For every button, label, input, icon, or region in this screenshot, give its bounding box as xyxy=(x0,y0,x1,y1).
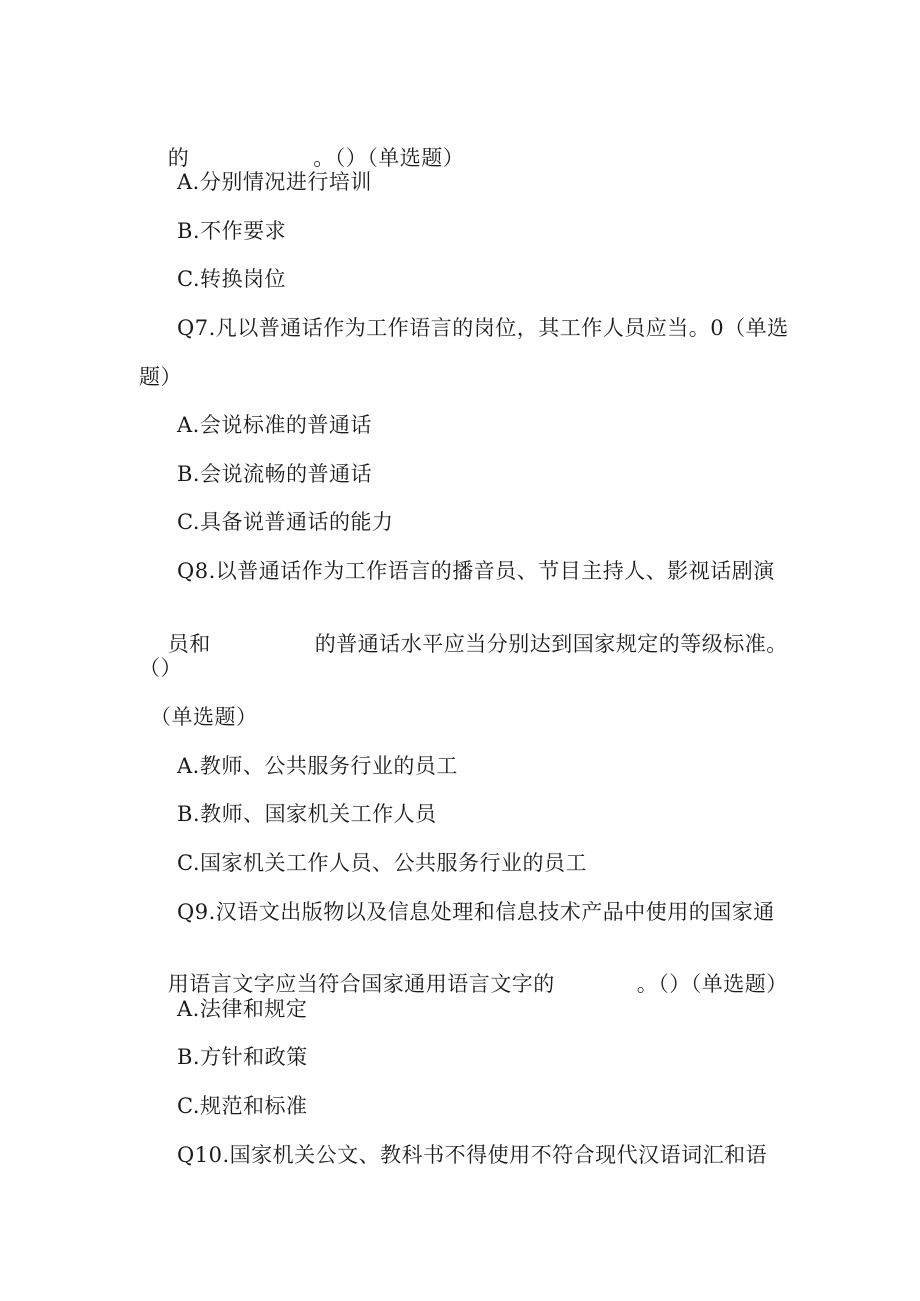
option-c: C.具备说普通话的能力 xyxy=(177,510,394,534)
option-a: A.法律和规定 xyxy=(177,997,308,1021)
option-a: A.分别情况进行培训 xyxy=(177,170,372,194)
text-fragment: 员和 xyxy=(167,632,211,656)
text-fragment: 用语言文字应当符合国家通用语言文字的 xyxy=(167,972,555,996)
question-q8-parens: （） xyxy=(139,656,182,680)
question-q8-type: （单选题） xyxy=(150,705,258,729)
option-b: B.教师、国家机关工作人员 xyxy=(177,802,437,826)
option-b: B.方针和政策 xyxy=(177,1045,308,1069)
question-q7-continued: 题） xyxy=(139,365,182,389)
question-q10: Q10.国家机关公文、教科书不得使用不符合现代汉语词汇和语 xyxy=(177,1143,768,1167)
option-a: A.会说标准的普通话 xyxy=(177,413,372,437)
option-a: A.教师、公共服务行业的员工 xyxy=(177,754,458,778)
option-c: C.转换岗位 xyxy=(177,267,286,291)
text-fragment: 的 xyxy=(167,146,190,170)
option-c: C.规范和标准 xyxy=(177,1094,308,1118)
question-q8: Q8.以普通话作为工作语言的播音员、节目主持人、影视话剧演 xyxy=(177,559,775,583)
option-c: C.国家机关工作人员、公共服务行业的员工 xyxy=(177,851,587,875)
text-fragment: 的普通话水平应当分别达到国家规定的等级标准。 xyxy=(314,632,788,656)
question-q8-continued xyxy=(139,608,788,680)
text-fragment: 。（）（单选题） xyxy=(636,972,788,996)
question-q7: Q7.凡以普通话作为工作语言的岗位，其工作人员应当。0（单选 xyxy=(177,316,789,340)
question-q9: Q9.汉语文出版物以及信息处理和信息技术产品中使用的国家通 xyxy=(177,900,775,924)
option-b: B.不作要求 xyxy=(177,219,287,243)
option-b: B.会说流畅的普通话 xyxy=(177,462,373,486)
text-fragment: 。（）（单选题） xyxy=(313,146,465,170)
